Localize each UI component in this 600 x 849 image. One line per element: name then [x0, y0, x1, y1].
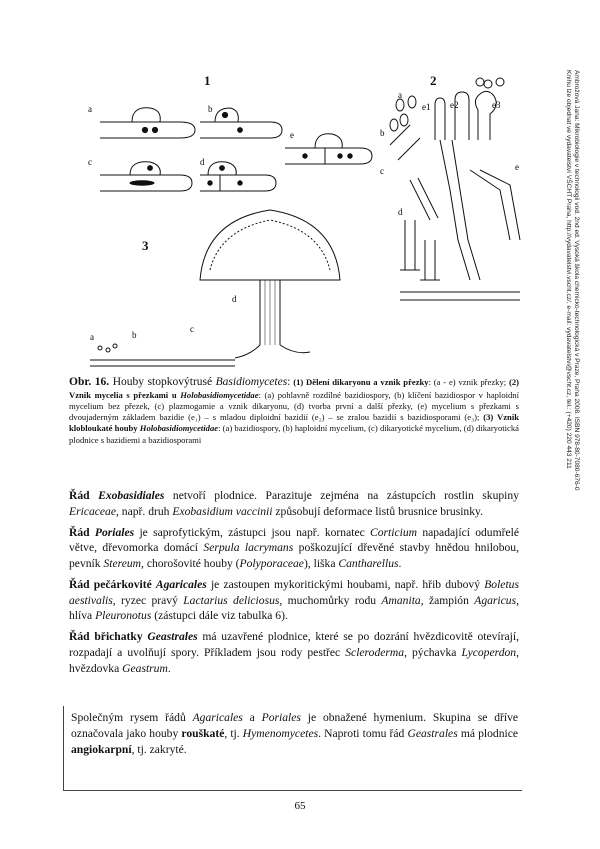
panel-3-fruiting-body: [90, 210, 340, 366]
panel-number-1: 1: [204, 73, 211, 88]
panel-1-label-c: c: [88, 157, 92, 167]
panel-1-label-e: e: [290, 130, 294, 140]
summary-box-text: Společným rysem řádů Agaricales a Poriales je obnažené hymenium. Skupina se dříve označovala jako houby rouškaté, tj. Hymenomycetes. Naproti tomu řád Geastrales má plodnice angiokarpní, tj. zakryté.: [71, 711, 519, 756]
panel-1-label-a: a: [88, 104, 92, 114]
figure-caption: Obr. 16. Houby stopkovýtrusé Basidiomycetes: (1) Dělení dikaryonu a vznik přezky: (a - e) vznik přezky; (2) Vznik mycelia s přezkami u Holobasidiomycetidae: (a) pohlavně rozdílné bazidiospory, (b) klíčení bazidiospor v haploidní mycelium bez přezek, (c) plazmogamie a vznik dikaryonu, (d) tvorba první a další přezky, (e) mycelium s přezkami s dvoujaderným základem bazidie (e₁) – s mladou diploidní bazidií (e₂) – se zralou bazidií s bazidiosporami (e₃); (3) Vznik klobloukaté houby Holobasidiomycetidae: (a) bazidiospory, (b) haploidní mycelium, (c) dikaryotické mycelium, (d) dikaryotická plodnice s bazidiemi a bazidiosporami: [69, 376, 519, 445]
panel-3-label-d: d: [232, 294, 237, 304]
panel-1-clamp-formation: [100, 108, 372, 191]
fungi-illustration: [60, 70, 530, 370]
paragraph-geastrales: Řád břichatky Geastrales má uzavřené plodnice, které se po dozrání hvězdicovitě otevírají, rozpadají a uvolňují spory. Příkladem jsou rody pestřec Scleroderma, pýchavka Lycoperdon, hvězdovka Geastrum.: [69, 630, 519, 675]
panel-2-label-c: c: [380, 166, 384, 176]
panel-2-label-e1: e1: [422, 102, 431, 112]
panel-3-label-a: a: [90, 332, 94, 342]
figure-obr-16: [60, 70, 530, 370]
panel-1-label-b: b: [208, 104, 213, 114]
body-text: [69, 488, 519, 681]
panel-2-label-b: b: [380, 128, 385, 138]
panel-2-label-a: a: [398, 90, 402, 100]
panel-2-mycelium: [390, 78, 520, 300]
panel-2-label-e: e: [515, 162, 519, 172]
paragraph-agaricales: Řád pečárkovité Agaricales je zastoupen mykoritickými houbami, např. hřib dubový Boletus aestivalis, ryzec pravý Lactarius deliciosus, muchomůrky rodu Amanita, žampión Agaricus, hlíva Pleuronotus (zástupci dále viz tabulka 6).: [69, 577, 520, 623]
panel-2-label-e3: e3: [492, 100, 501, 110]
panel-3-label-c: c: [190, 324, 194, 334]
panel-3-label-b: b: [132, 330, 137, 340]
panel-2-label-e2: e2: [450, 100, 459, 110]
paragraph-exobasidiales: Řád Exobasidiales netvoří plodnice. Parazituje zejména na zástupcích rostlin skupiny Ericaceae, např. druh Exobasidium vaccinii způsobují deformace listů brusnice brusinky.: [69, 489, 519, 518]
panel-number-3: 3: [142, 238, 149, 253]
panel-number-2: 2: [430, 73, 437, 88]
caption-lead: Obr. 16.: [69, 376, 110, 388]
page-number: 65: [294, 800, 306, 812]
citation-line-1: Ambrožová Jana: Mikrobiologie v technologii vod. 2nd ed. Vysoká škola chemicko-technologická v Praze, Praha 2008. ISBN 978-80-7080-676-0: [573, 70, 580, 491]
panel-1-label-d: d: [200, 157, 205, 167]
panel-2-label-d: d: [398, 207, 403, 217]
paragraph-poriales: Řád Poriales je saprofytickým, zástupci jsou např. kornatec Corticium napadající odumřelé větve, dřevomorka domácí Serpula lacrymans poškozující dřevěné stavby hnědou hnilobou, pevník Stereum, chorošovité houby (Polyporaceae), liška Cantharellus.: [69, 525, 520, 571]
citation-line-2: Knihu lze objednat ve vydavatelství VŠCHT Praha, http://vydavatelstvi.vscht.cz/, e-mail: vydavatelstvi@vscht.cz, tel.: (+420) 220 443 211: [564, 70, 572, 469]
side-citation: [566, 70, 600, 790]
